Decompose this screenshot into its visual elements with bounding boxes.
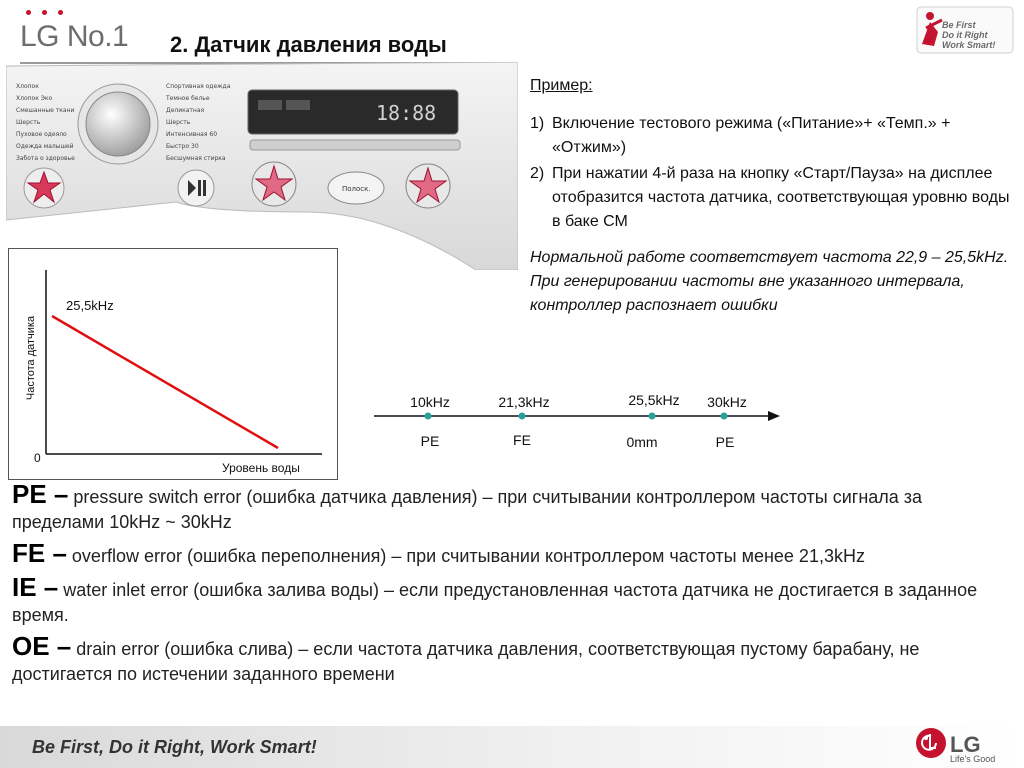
program-label: Пуховое одеяло (16, 131, 67, 138)
scale-freq: 25,5kHz (628, 392, 680, 408)
error-fe: FE – overflow error (ошибка переполнения) – при считывании контроллером частоты менее 21,3kHz (12, 538, 865, 568)
program-label: Одежда малышей (16, 143, 74, 150)
example-title: Пример: (530, 77, 593, 94)
arrow-right-icon (768, 411, 780, 421)
list-item: 2) При нажатии 4-й раза на кнопку «Старт/Пауза» на дисплее отобразится частота датчика, соответствующая уровню воды в баке СМ (530, 165, 1010, 230)
program-label: Хлопок Эко (16, 95, 53, 102)
scale-code: 0mm (626, 434, 658, 450)
footer-tagline: Life's Good (950, 754, 996, 764)
svg-text:Полоск.: Полоск. (342, 185, 371, 193)
error-oe: OE – drain error (ошибка слива) – если частота датчика давления, соответствующая пустому барабану, не достигается по истечении заданного времени (12, 631, 920, 684)
lg-no1-logo: LG No.1 (20, 20, 129, 53)
error-ie: IE – water inlet error (ошибка залива воды) – если предустановленная частота датчика не достигается в заданное время. (12, 572, 978, 625)
logo-dots (26, 8, 86, 18)
program-label: Забота о здоровье (16, 155, 75, 162)
badge-text: Be First Do it Right Work Smart! (942, 20, 996, 50)
footer-slogan: Be First, Do it Right, Work Smart! (32, 737, 317, 757)
origin-label: 0 (34, 451, 41, 465)
scale-code: FE (513, 432, 531, 448)
program-knob-icon (86, 92, 150, 156)
error-pe: PE – pressure switch error (ошибка датчика давления) – при считывании контроллером частоты сигнала за пределами 10kHz ~ 30kHz (12, 479, 923, 532)
example-block (530, 74, 1010, 318)
program-label: Быстро 30 (166, 143, 199, 150)
list-item: 1) Включение тестового режима («Питание»+ «Темп.» + «Отжим») (530, 115, 951, 156)
page-title: 2. Датчик давления воды (170, 32, 447, 57)
scale-freq: 30kHz (707, 394, 747, 410)
program-label: Смешанные ткани (16, 107, 75, 114)
scale-code: PE (715, 434, 735, 450)
scale-point (519, 413, 526, 420)
slogan-badge (916, 6, 1014, 54)
program-label: Бесшумная стирка (166, 155, 226, 162)
lg-face-logo-icon (914, 726, 948, 760)
program-label: Интенсивная 60 (166, 131, 218, 138)
washer-control-panel (6, 62, 518, 270)
scale-freq: 21,3kHz (498, 394, 550, 410)
frequency-scale (372, 388, 792, 458)
y-axis-label: Частота датчика (25, 315, 37, 401)
program-label: Темное белье (166, 95, 210, 102)
scale-point (649, 413, 656, 420)
x-axis-label: Уровень воды (222, 461, 300, 475)
footer-brand: LG (950, 732, 981, 757)
scale-code: PE (420, 433, 440, 449)
scale-point (721, 413, 728, 420)
program-label: Шерсть (16, 119, 41, 126)
program-label: Спортивная одежда (166, 83, 231, 90)
frequency-line (52, 316, 278, 448)
scale-point (425, 413, 432, 420)
scale-freq: 10kHz (410, 394, 450, 410)
normal-range-note: Нормальной работе соответствует частота 22,9 – 25,5kHz. При генерировании частоты вне указанного интервала, контроллер распознает ошибки (530, 249, 1009, 314)
program-label: Шерсть (166, 119, 191, 126)
error-list (12, 479, 1016, 693)
example-steps (530, 112, 1010, 234)
display-digits: 18:88 (376, 101, 437, 125)
frequency-level-graph (8, 248, 338, 480)
program-label: Хлопок (16, 83, 39, 90)
program-label: Деликатная (166, 107, 205, 114)
top-label: 25,5kHz (66, 298, 114, 313)
